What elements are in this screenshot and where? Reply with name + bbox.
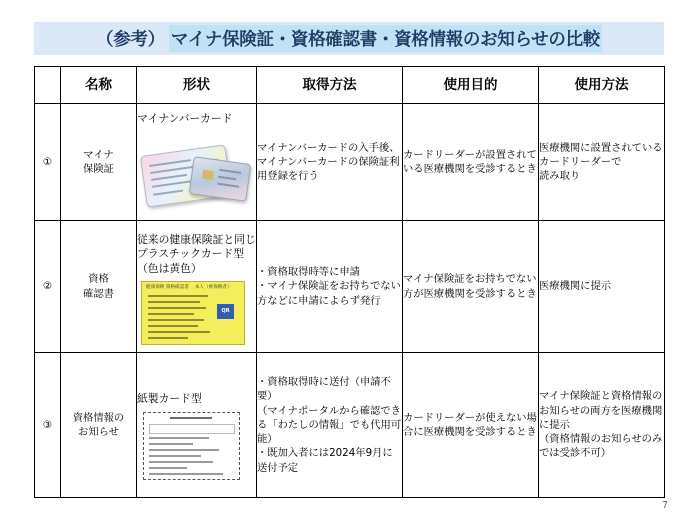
header-form: 形状	[137, 67, 257, 104]
row-usage: マイナ保険証と資格情報のお知らせの両方を医療機関に提示 （資格情報のお知らせのみでは受診不可）	[539, 353, 665, 498]
page-title	[34, 22, 664, 55]
paper-card-image	[143, 412, 240, 480]
card-heading-line	[170, 417, 212, 419]
card-line	[148, 307, 206, 309]
card-line	[149, 443, 193, 445]
form-label: 従来の健康保険証と同じプラスチックカード型（色は黄色）	[137, 232, 256, 275]
row-form	[137, 221, 257, 353]
form-label: 紙製カード型	[137, 391, 202, 405]
row-form	[137, 353, 257, 498]
header-row	[35, 67, 665, 104]
card-box	[149, 424, 235, 434]
row-number: ③	[35, 353, 61, 498]
row-name: 資格情報の お知らせ	[61, 353, 137, 498]
header-name: 名称	[61, 67, 137, 104]
card-line	[149, 467, 187, 469]
row-acquisition: ・資格取得時に送付（申請不要） （マイナポータルから確認できる「わたしの情報」でも代用可能） ・既加入者には2024年9月に送付予定	[257, 353, 403, 498]
card-line	[153, 190, 183, 196]
card-line	[148, 295, 208, 297]
ycard-sub: 本人（被保険者）	[194, 285, 232, 291]
header-corner	[35, 67, 61, 104]
header-acquisition: 取得方法	[257, 67, 403, 104]
row-number: ②	[35, 221, 61, 353]
card-line	[149, 449, 219, 451]
row-name: マイナ 保険証	[61, 104, 137, 221]
ycard-title: 健康保険 資格確認書	[146, 285, 189, 291]
card-line	[148, 337, 188, 339]
table-row	[35, 221, 665, 353]
row-acquisition: マイナンバーカードの入手後、マイナンバーカードの保険証利用登録を行う	[257, 104, 403, 221]
title-highlight: マイナ保険証・資格確認書・資格情報のお知らせの比較	[169, 25, 602, 52]
yellow-card-image	[141, 281, 245, 345]
card-line	[219, 169, 241, 174]
table-row	[35, 353, 665, 498]
card-line	[148, 331, 210, 333]
row-usage: 医療機関に設置されているカードリーダーで 読み取り	[539, 104, 665, 221]
card-back	[189, 156, 252, 202]
row-purpose: マイナ保険証をお持ちでない方が医療機関を受診するとき	[403, 221, 539, 353]
card-line	[148, 319, 204, 321]
row-purpose: カードリーダーが使えない場合に医療機関を受診するとき	[403, 353, 539, 498]
card-line	[149, 455, 201, 457]
form-label: マイナンバーカード	[137, 111, 233, 125]
card-line	[149, 437, 209, 439]
header-usage: 使用方法	[539, 67, 665, 104]
title-prefix: （参考）	[96, 30, 165, 50]
header-purpose: 使用目的	[403, 67, 539, 104]
row-purpose: カードリーダーが設置されている医療機関を受診するとき	[403, 104, 539, 221]
row-acquisition: ・資格取得時等に申請 ・マイナ保険証をお持ちでない方などに申請によらず発行	[257, 221, 403, 353]
card-line	[149, 461, 213, 463]
card-line	[148, 301, 200, 303]
card-line	[217, 183, 239, 188]
table-row	[35, 104, 665, 221]
my-number-card-image	[143, 140, 247, 212]
card-line	[148, 325, 198, 327]
card-line	[148, 313, 194, 315]
card-line	[149, 473, 223, 475]
page-number: 7	[661, 500, 668, 511]
card-line	[151, 174, 187, 181]
qr-code-icon: QR	[217, 304, 234, 319]
row-number: ①	[35, 104, 61, 221]
card-line	[218, 176, 236, 180]
comparison-table	[34, 66, 665, 498]
ycard-header	[146, 285, 240, 292]
row-usage: 医療機関に提示	[539, 221, 665, 353]
row-name: 資格 確認書	[61, 221, 137, 353]
row-form	[137, 104, 257, 221]
card-chip	[202, 170, 214, 180]
